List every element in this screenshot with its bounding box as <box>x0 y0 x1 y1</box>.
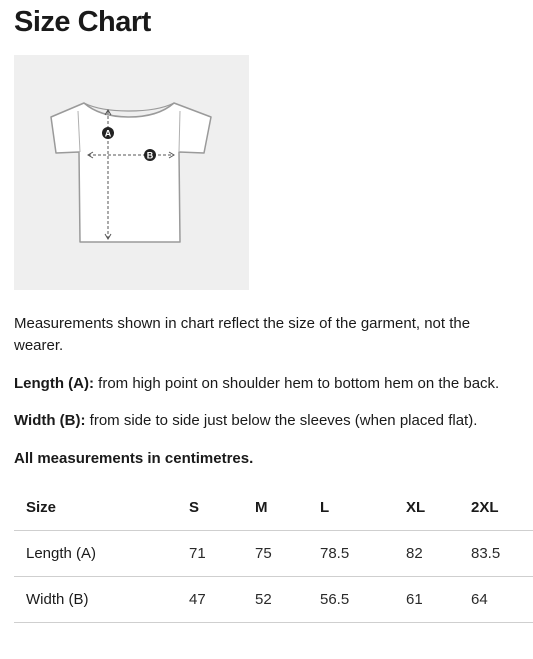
svg-text:A: A <box>104 128 112 139</box>
cell-value: 64 <box>459 577 533 623</box>
cell-value: 82 <box>394 531 459 577</box>
width-definition-label: Width (B): <box>14 412 86 429</box>
intro-text: Measurements shown in chart reflect the size of the garment, not the wearer. <box>14 315 471 354</box>
width-definition-desc: from side to side just below the sleeves (when placed flat). <box>85 412 478 429</box>
units-note: All measurements in centimetres. <box>14 450 254 467</box>
header-m: M <box>243 485 308 531</box>
marker-b <box>144 149 156 161</box>
table-row <box>14 577 533 623</box>
header-l: L <box>308 485 394 531</box>
tshirt-collar <box>84 103 174 111</box>
row-label: Length (A) <box>14 531 177 577</box>
length-definition <box>14 373 499 395</box>
tshirt-outline <box>51 103 211 242</box>
table-header-row <box>14 485 533 531</box>
size-table <box>14 485 533 623</box>
cell-value: 47 <box>177 577 243 623</box>
header-xl: XL <box>394 485 459 531</box>
length-definition-label: Length (A): <box>14 375 94 392</box>
cell-value: 52 <box>243 577 308 623</box>
cell-value: 71 <box>177 531 243 577</box>
table-row <box>14 531 533 577</box>
header-s: S <box>177 485 243 531</box>
length-definition-desc: from high point on shoulder hem to bottom hem on the back. <box>93 375 500 392</box>
tshirt-illustration <box>14 55 249 290</box>
cell-value: 61 <box>394 577 459 623</box>
tshirt-diagram <box>14 55 249 290</box>
header-2xl: 2XL <box>459 485 533 531</box>
cell-value: 78.5 <box>308 531 394 577</box>
width-definition <box>14 410 477 432</box>
cell-value: 83.5 <box>459 531 533 577</box>
svg-text:B: B <box>146 150 154 161</box>
header-size: Size <box>14 485 177 531</box>
cell-value: 56.5 <box>308 577 394 623</box>
page-title: Size Chart <box>14 6 151 38</box>
marker-a <box>102 127 114 139</box>
cell-value: 75 <box>243 531 308 577</box>
row-label: Width (B) <box>14 577 177 623</box>
